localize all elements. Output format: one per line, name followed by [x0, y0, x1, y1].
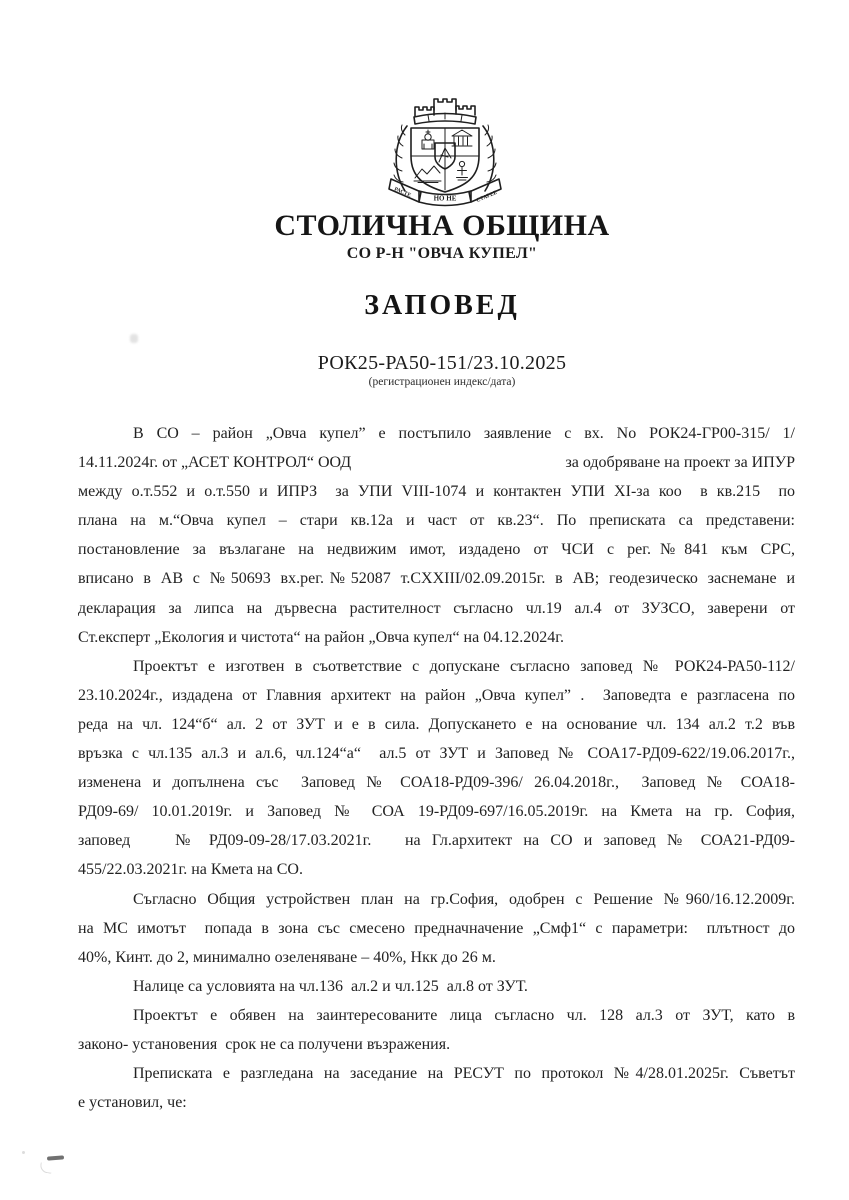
body-line [78, 448, 795, 477]
body-line: е установил, че: [78, 1094, 187, 1112]
body-line: на МС имотът попада в зона със смесено предначначение „Смф1“ с параметри: плътност до [78, 919, 795, 937]
scan-smudge [22, 1151, 25, 1154]
document-body [78, 419, 795, 1117]
scan-smudge [39, 1162, 52, 1174]
organization-name: СТОЛИЧНА ОБЩИНА [274, 209, 610, 242]
body-line: между о.т.552 и о.т.550 и ИПРЗ за УПИ VIII-1074 и контактен УПИ XI-за коо в кв.215 по [78, 483, 795, 501]
body-line: 23.10.2024г., издадена от Главния архитект на район „Овча купел” . Заповедта е разгласена по [78, 686, 795, 704]
document-title: ЗАПОВЕД [364, 290, 520, 321]
body-line-segment: 14.11.2024г. от „АСЕТ КОНТРОЛ“ ООД [78, 454, 352, 472]
body-line: постановление за възлагане на недвижим имот, издадено от ЧСИ с рег.№841 към СРС, [78, 541, 795, 559]
body-line: В СО – район „Овча купел” е постъпило заявление с вх. No РОК24-ГР00-315/ 1/ [133, 425, 795, 442]
body-line: плана на м.“Овча купел – стари кв.12а и част от кв.23“. По преписката са представени: [78, 512, 795, 530]
body-line: заповед № РД09-09-28/17.03.2021г. на Гл.архитект на СО и заповед № СОА21-РД09- [78, 832, 795, 850]
body-line: 40%, Кинт. до 2, минимално озеленяване – 40%, Нкк до 26 м. [78, 948, 496, 966]
body-line: декларация за липса на дървесна растителност съгласно чл.19 ал.4 от ЗУЗСО, заверени от [78, 599, 795, 617]
body-line: Съгласно Общия устройствен план на гр.София, одобрен с Решение №960/16.12.2009г. [133, 890, 795, 908]
body-line: Ст.експерт „Екология и чистота“ на район „Овча купел“ на 04.12.2024г. [78, 628, 564, 646]
body-line-segment: за одобряване на проект за ИПУР [565, 454, 795, 472]
body-line: Налице са условията на чл.136 ал.2 и чл.125 ал.8 от ЗУТ. [133, 977, 528, 995]
sofia-coat-of-arms-icon [384, 94, 506, 208]
motto-left-text: РАСТЕ [393, 186, 412, 199]
motto-right-text: СТАРЕЕ [475, 189, 499, 204]
scan-smudge [130, 334, 138, 343]
body-line: Проектът е изготвен в съответствие с допускане съгласно заповед № РОК24-РА50-112/ [133, 657, 795, 675]
body-line: вписано в АВ с №50693 вх.рег.№52087 т.CXXIII/02.09.2015г. в АВ; геодезическо заснемане и [78, 570, 795, 588]
body-line: връзка с чл.135 ал.3 и ал.6, чл.124“а“ ал.5 от ЗУТ и Заповед № СОА17-РД09-622/19.06.2017г., [78, 745, 795, 763]
registration-index: РОК25-РА50-151/23.10.2025 [317, 352, 567, 374]
body-line: реда на чл. 124“б“ ал. 2 от ЗУТ и е в сила. Допускането е на основание чл. 134 ал.2 т.2 във [78, 715, 795, 733]
registration-caption: (регистрационен индекс/дата) [368, 376, 516, 388]
scan-smudge [47, 1155, 64, 1160]
body-line: Проектът е обявен на заинтересованите лица съгласно чл. 128 ал.3 от ЗУТ, като в [133, 1006, 795, 1024]
body-line: Преписката е разгледана на заседание на РЕСУТ по протокол №4/28.01.2025г. Съветът [133, 1065, 795, 1083]
motto-center-text: НО НЕ [433, 194, 457, 203]
body-line: законо- установения срок не са получени възражения. [78, 1035, 451, 1053]
department-name: СО Р-Н "ОВЧА КУПЕЛ" [346, 245, 538, 262]
body-line: изменена и допълнена със Заповед № СОА18-РД09-396/ 26.04.2018г., Заповед № СОА18- [78, 774, 795, 792]
body-line: 455/22.03.2021г. на Кмета на СО. [78, 861, 303, 879]
body-line: РД09-69/ 10.01.2019г. и Заповед № СОА 19-РД09-697/16.05.2019г. на Кмета на гр. София, [78, 803, 795, 821]
